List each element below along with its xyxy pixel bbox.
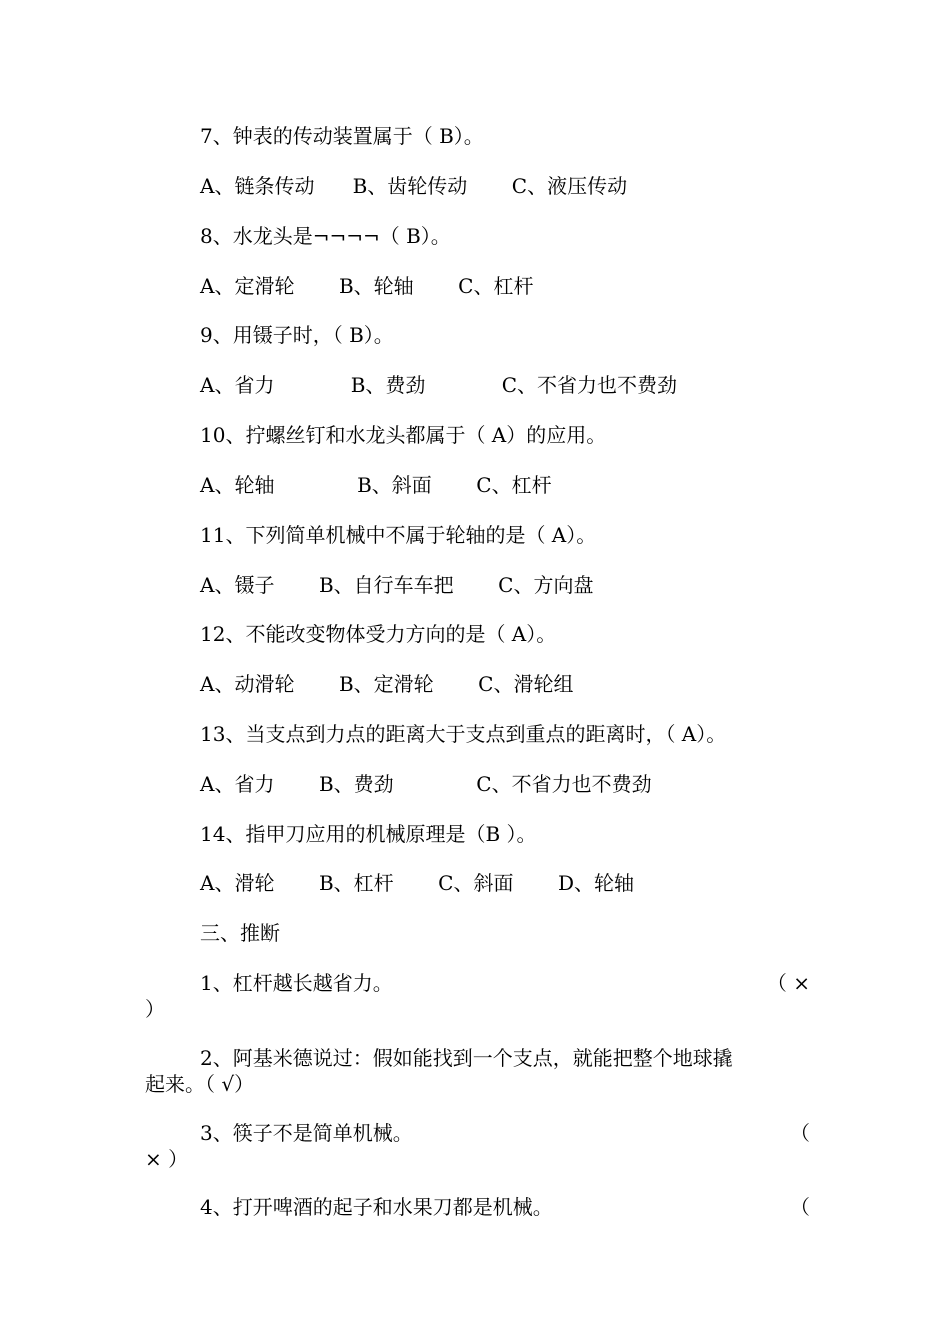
question-9: 9、用镊子时，（ B）。 xyxy=(200,323,394,347)
question-9-options: A、省力 B、费劲 C、不省力也不费劲 xyxy=(200,373,678,397)
question-10-options: A、轮轴 B、斜面 C、杠杆 xyxy=(200,473,552,497)
judgement-1 xyxy=(145,970,810,1022)
question-8: 8、水龙头是¬¬¬¬（ B）。 xyxy=(200,224,451,248)
judgement-1-answer-close: ） xyxy=(145,997,165,1021)
judgement-1-text: 1、杠杆越长越省力。 xyxy=(200,971,393,995)
question-12-options: A、动滑轮 B、定滑轮 C、滑轮组 xyxy=(200,672,574,696)
judgement-3-answer-open: （ xyxy=(790,1121,810,1145)
section-title: 三、推断 xyxy=(200,921,280,945)
question-7-options: A、链条传动 B、齿轮传动 C、液压传动 xyxy=(200,174,628,198)
question-12: 12、不能改变物体受力方向的是（ A）。 xyxy=(200,622,557,646)
judgement-2-text: 2、阿基米德说过：假如能找到一个支点，就能把整个地球撬 xyxy=(200,1046,733,1070)
judgement-2 xyxy=(145,1045,810,1097)
question-7: 7、钟表的传动装置属于（ B）。 xyxy=(200,124,484,148)
judgement-1-answer-open: （ × xyxy=(766,971,810,995)
question-14-options: A、滑轮 B、杠杆 C、斜面 D、轮轴 xyxy=(200,871,634,895)
judgement-4-answer-open: （ xyxy=(790,1195,810,1219)
judgement-2-continuation: 起来。（ √） xyxy=(145,1072,255,1096)
judgement-4-text: 4、打开啤酒的起子和水果刀都是机械。 xyxy=(200,1195,553,1219)
question-8-options: A、定滑轮 B、轮轴 C、杠杆 xyxy=(200,274,534,298)
question-11-options: A、镊子 B、自行车车把 C、方向盘 xyxy=(200,573,594,597)
question-13-options: A、省力 B、费劲 C、不省力也不费劲 xyxy=(200,772,652,796)
question-13: 13、当支点到力点的距离大于支点到重点的距离时，（ A）。 xyxy=(200,722,727,746)
judgement-4 xyxy=(145,1194,810,1246)
judgement-3-answer-close: × ） xyxy=(145,1147,189,1171)
question-14: 14、指甲刀应用的机械原理是（B ）。 xyxy=(200,822,537,846)
judgement-3 xyxy=(145,1120,810,1172)
judgement-3-text: 3、筷子不是简单机械。 xyxy=(200,1121,413,1145)
judgement-4-answer-close xyxy=(145,1220,810,1246)
question-11: 11、下列简单机械中不属于轮轴的是（ A）。 xyxy=(200,523,597,547)
question-10: 10、拧螺丝钉和水龙头都属于（ A）的应用。 xyxy=(200,423,607,447)
